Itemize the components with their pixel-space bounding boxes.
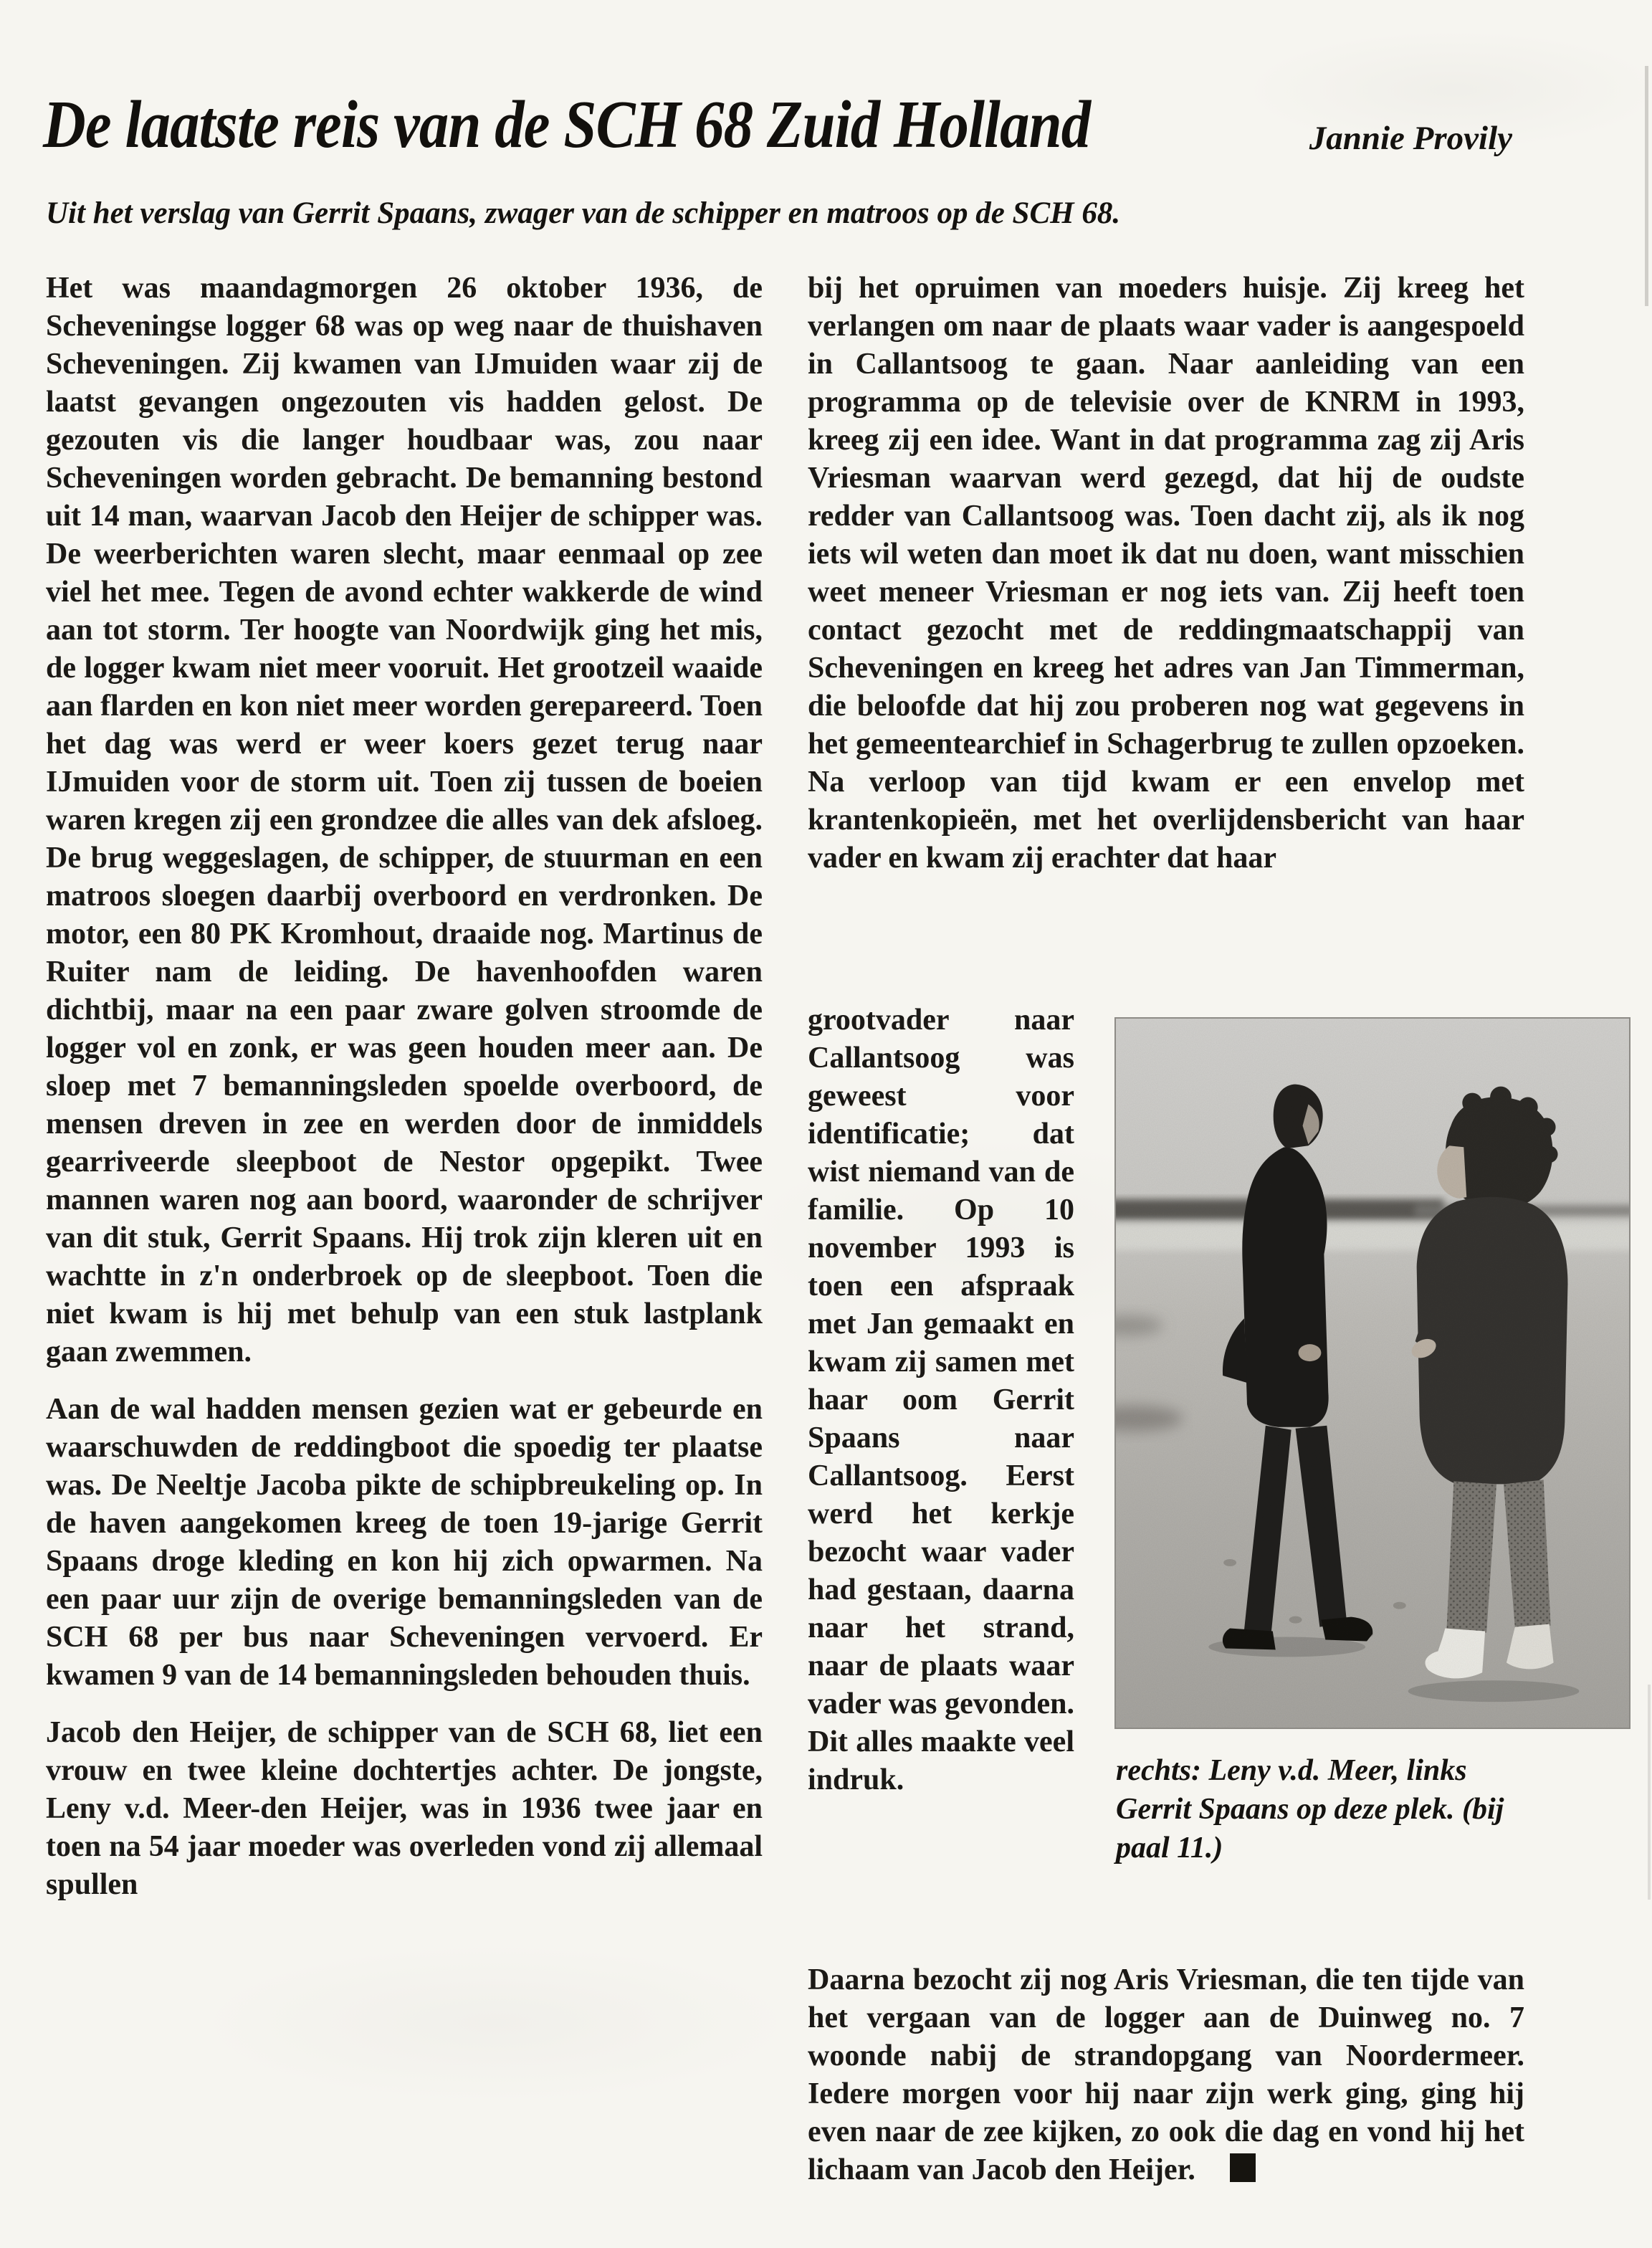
body-paragraph xyxy=(808,1961,1524,2189)
closing-paragraph-text: Daarna bezocht zij nog Aris Vriesman, die ten tijde van het vergaan van de logger aan de Duinweg no. 7 woonde nabij de strandopgang van Noordermeer. Iedere morgen voor hij naar zijn werk ging, ging hij even naar de zee kijken, zo ook die dag en vond hij het lichaam van Jacob den Heijer. xyxy=(808,1963,1524,2186)
photo-grain-overlay xyxy=(1116,1019,1629,1728)
body-paragraph-narrow: grootvader naar Callantsoog was geweest voor identificatie; dat wist niemand van de familie. Op 10 november 1993 is toen een afspraak met Jan gemaakt en kwam zij samen met haar oom Gerrit Spaans naar Callantsoog. Eerst werd het kerkje bezocht waar vader had gestaan, daarna naar het strand, naar de plaats waar vader was gevonden. Dit alles maakte veel indruk. xyxy=(808,1004,1074,1796)
scan-edge-line xyxy=(1648,1685,1651,1900)
left-column xyxy=(46,270,763,1904)
right-column xyxy=(808,270,1524,2189)
article-lede: Uit het verslag van Gerrit Spaans, zwager van de schipper en matroos op de SCH 68. xyxy=(46,196,1121,230)
body-paragraph: Aan de wal hadden mensen gezien wat er gebeurde en waarschuwden de reddingboot die spoedig ter plaatse was. De Neeltje Jacoba pikte de schipbreukeling op. In de haven aangekomen kreeg de toen 19-jarige Gerrit Spaans droge kleding en kon hij zich opwarmen. Na een paar uur zijn de overige bemanningsleden van de SCH 68 per bus naar Scheveningen vervoerd. Er kwamen 9 van de 14 bemanningsleden behouden thuis. xyxy=(46,1393,763,1692)
end-of-article-marker-icon xyxy=(1230,2153,1256,2182)
body-paragraph: bij het opruimen van moeders huisje. Zij kreeg het verlangen om naar de plaats waar vader is aangespoeld in Callantsoog te gaan. Naar aanleiding van een programma op de televisie over de KNRM in 1993, kreeg zij een idee. Want in dat programma zag zij Aris Vriesman waarvan werd gezegd, dat hij de oudste redder van Callantsoog was. Toen dacht zij, als ik nog iets wil weten dan moet ik dat nu doen, want misschien weet meneer Vriesman er nog iets van. Zij heeft toen contact gezocht met de reddingmaatschappij van Scheveningen en kreeg het adres van Jan Timmerman, die beloofde dat hij zou proberen nog wat gegevens in het gemeentearchief in Schagerbrug te zullen opzoeken. Na verloop van tijd kwam er een envelop met krantenkopieën, met het overlijdensbericht van haar vader en kwam zij erachter dat haar xyxy=(808,272,1524,875)
photo-row xyxy=(808,1001,1524,1961)
body-paragraph: Jacob den Heijer, de schipper van de SCH 68, liet een vrouw en twee kleine dochtertjes achter. De jongste, Leny v.d. Meer-den Heijer, was in 1936 twee jaar en toen na 54 jaar moeder was overleden vond zij allemaal spullen xyxy=(46,1716,763,1901)
scan-edge-line xyxy=(1645,66,1648,306)
beach-photo-image xyxy=(1116,1019,1629,1728)
photo-caption: rechts: Leny v.d. Meer, links Gerrit Spaans op deze plek. (bij paal 11.) xyxy=(1116,1754,1504,1864)
page-title: De laatste reis van de SCH 68 Zuid Holland xyxy=(43,87,1091,162)
body-paragraph: Het was maandagmorgen 26 oktober 1936, de Scheveningse logger 68 was op weg naar de thuishaven Scheveningen. Zij kwamen van IJmuiden waar zij de laatst gevangen ongezouten vis hadden gelost. De gezouten vis die langer houdbaar was, zou naar Scheveningen worden gebracht. De bemanning bestond uit 14 man, waarvan Jacob den Heijer de schipper was. De weerberichten waren slecht, maar eenmaal op zee viel het mee. Tegen de avond echter wakkerde de wind aan tot storm. Ter hoogte van Noordwijk ging het mis, de logger kwam niet meer vooruit. Het grootzeil waaide aan flarden en kon niet meer worden gerepareerd. Toen het dag was werd er weer koers gezet terug naar IJmuiden voor de storm uit. Toen zij tussen de boeien waren kregen zij een grondzee die alles van dek afsloeg. De brug weggeslagen, de schipper, de stuurman en een matroos sloegen daarbij overboord en verdronken. De motor, een 80 PK Kromhout, draaide nog. Martinus de Ruiter nam de leiding. De havenhoofden waren dichtbij, maar na een paar zware golven stroomde de logger vol en zonk, er was geen houden meer aan. De sloep met 7 bemanningsleden spoelde overboord, de mensen dreven in zee en werden door de inmiddels gearriveerde sleepboot de Nestor opgepikt. Twee mannen waren nog aan boord, waaronder de schrijver van dit stuk, Gerrit Spaans. Hij trok zijn kleren uit en wachtte in z'n onderbroek op de sleepboot. Toen die niet kwam is hij met behulp van een stuk lastplank gaan zwemmen. xyxy=(46,272,763,1368)
author-byline: Jannie Provily xyxy=(1309,120,1512,157)
beach-photo xyxy=(1114,1017,1630,1729)
